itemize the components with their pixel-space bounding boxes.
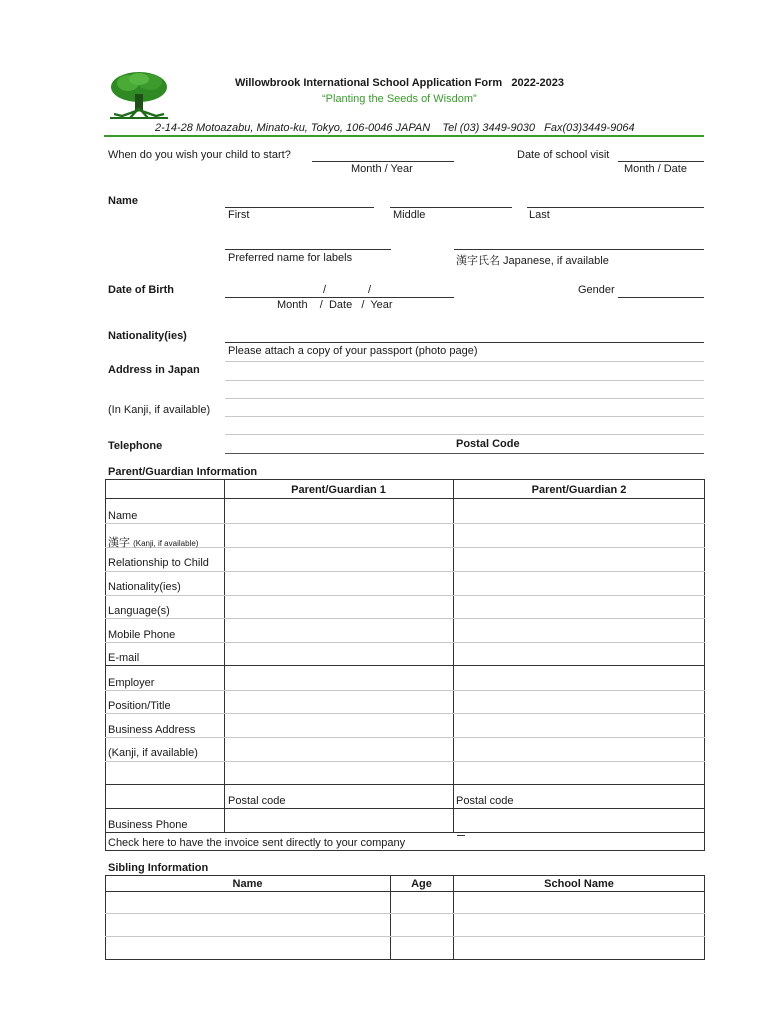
name-label: Name [108,195,138,207]
row-label-relationship: Relationship to Child [108,557,209,569]
row-label-business-address: Business Address [108,724,196,736]
first-name-field[interactable] [225,207,374,208]
school-logo-tree [108,70,170,122]
school-fax: Fax(03)3449-9064 [544,122,635,134]
last-name-field[interactable] [527,207,704,208]
kanji-glyphs: 漢字 [108,537,130,549]
sibling-row-sep [105,913,705,914]
row-label-position: Position/Title [108,700,171,712]
school-address: 2-14-28 Motoazabu, Minato-ku, Tokyo, 106-0046 JAPAN [155,122,431,134]
dob-label: Date of Birth [108,284,174,296]
dob-slash-2: / [368,284,372,296]
nationality-label: Nationality(ies) [108,330,187,342]
sibling-col-school: School Name [544,878,614,890]
sibling-col-age: Age [411,878,432,890]
row-label-language: Language(s) [108,605,170,617]
gender-field[interactable] [618,297,704,298]
address-label: Address in Japan [108,364,200,376]
row-label-name: Name [108,510,138,522]
row-sep-dark [105,832,705,833]
school-year: 2022-2023 [511,77,564,89]
nationality-field[interactable] [225,342,704,343]
row-sep [105,737,705,738]
dob-field[interactable] [225,297,454,298]
header-rule [104,135,704,137]
address-line-5[interactable] [225,434,704,435]
middle-name-field[interactable] [390,207,512,208]
row-sep [105,595,705,596]
visit-label: Date of school visit [517,149,610,161]
row-label-kanji-avail: (Kanji, if available) [108,747,198,759]
row-label-employer: Employer [108,677,155,689]
guardian-col-divider-2 [453,479,454,832]
last-label: Last [529,209,550,221]
preferred-label: Preferred name for labels [228,252,353,264]
form-title-text: Willowbrook International School Application Form [235,77,503,89]
address-line-2[interactable] [225,380,704,381]
kanji-note: (Kanji, if available) [133,539,199,548]
row-label-mobile: Mobile Phone [108,629,176,641]
kanji-name-field[interactable] [454,249,704,250]
row-label-nationality: Nationality(ies) [108,581,181,593]
row-label-email: E-mail [108,652,140,664]
address-line-3[interactable] [225,398,704,399]
guardian-col-divider-1 [224,479,225,832]
middle-label: Middle [393,209,426,221]
dob-slash-1: / [323,284,327,296]
postal-code-1: Postal code [228,795,286,807]
visit-month-date: Month / Date [624,163,687,175]
postal-code-2: Postal code [456,795,514,807]
row-sep [105,618,705,619]
row-label-kanji [108,534,198,550]
school-contact [155,122,635,134]
address-line-4[interactable] [225,416,704,417]
preferred-name-field[interactable] [225,249,391,250]
sibling-section-title: Sibling Information [108,862,209,874]
row-sep [105,761,705,762]
row-label-business-phone: Business Phone [108,819,188,831]
passport-note: Please attach a copy of your passport (photo page) [228,345,478,357]
row-sep-dark [105,665,705,666]
row-sep [105,642,705,643]
row-sep-dark [105,808,705,809]
visit-date-field[interactable] [618,161,704,162]
postal-code-label: Postal Code [456,438,520,450]
guardian-header-rule [105,498,705,499]
row-sep [105,523,705,524]
first-label: First [228,209,250,221]
telephone-label: Telephone [108,440,163,452]
kanji-name-label: 漢字氏名 Japanese, if available [456,255,609,267]
gender-label: Gender [578,284,615,296]
row-sep [105,571,705,572]
form-title [235,77,564,89]
row-sep [105,690,705,691]
sibling-row-sep [105,936,705,937]
school-tel: Tel (03) 3449-9030 [442,122,535,134]
address-kanji-note: (In Kanji, if available) [108,404,211,416]
sibling-col-name: Name [232,878,263,890]
start-question: When do you wish your child to start? [108,149,291,161]
start-date-field[interactable] [312,161,454,162]
address-line-1[interactable] [225,361,704,362]
start-month-year: Month / Year [351,163,413,175]
telephone-field[interactable] [225,453,704,454]
dob-sub-label: Month / Date / Year [277,299,393,311]
row-sep [105,713,705,714]
invoice-checkbox-label[interactable]: Check here to have the invoice sent directly to your company [108,837,406,849]
row-sep-dark [105,784,705,785]
sibling-header-rule [105,891,705,892]
guardian-section-title: Parent/Guardian Information [108,466,258,478]
guardian-col1-header: Parent/Guardian 1 [291,484,386,496]
school-motto: “Planting the Seeds of Wisdom” [322,93,477,105]
guardian-col2-header: Parent/Guardian 2 [531,484,627,496]
invoice-checkbox[interactable] [457,835,465,836]
